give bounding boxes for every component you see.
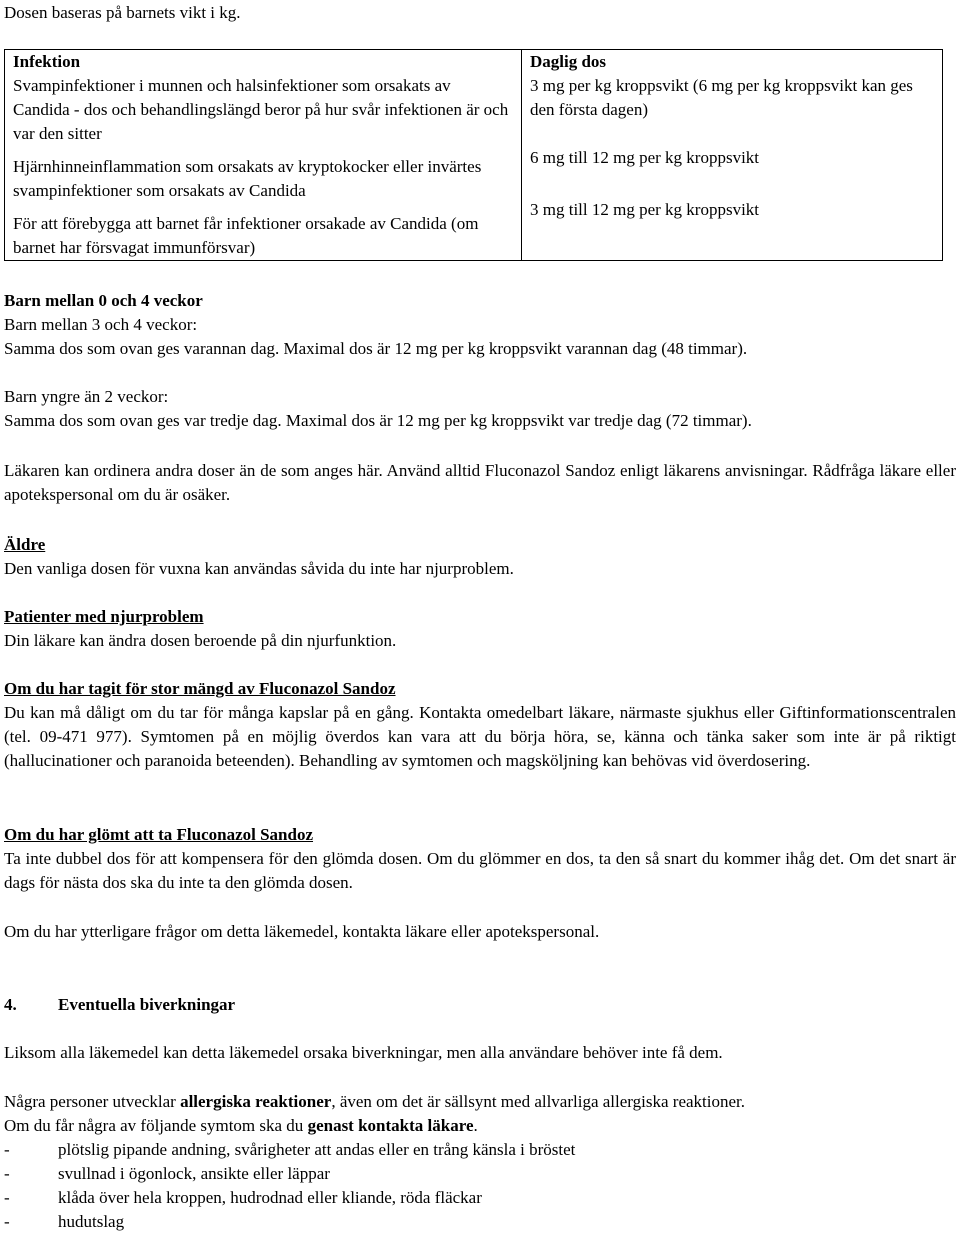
dash-marker: - — [4, 1188, 10, 1207]
questions-text: Om du har ytterligare frågor om detta läkemedel, kontakta läkare eller apotekspersonal. — [4, 922, 600, 941]
kidney-heading: Patienter med njurproblem — [4, 607, 204, 626]
list-item — [4, 1162, 956, 1186]
infection-cell: Svampinfektioner i munnen och halsinfektioner som orsakats av Candida - dos och behandlingslängd beror på hur svår infektionen är och var den sitter — [13, 76, 509, 143]
symptom-list — [4, 1138, 956, 1234]
section4-number: 4. — [4, 995, 17, 1014]
elderly-section — [4, 533, 956, 581]
side-effects-intro: Liksom alla läkemedel kan detta läkemedel orsaka biverkningar, men alla användare behöver inte få dem. — [4, 1043, 723, 1062]
dash-marker: - — [4, 1140, 10, 1159]
symptom-text: plötslig pipande andning, svårigheter att andas eller en trång känsla i bröstet — [58, 1140, 576, 1159]
overdose-text: Du kan må dåligt om du tar för många kapslar på en gång. Kontakta omedelbart läkare, närmaste sjukhus eller Giftinformationscentralen (tel. 09-471 977). Symtomen på en möjlig överdos kan vara att du börja höra, se, känna och tänka saker som inte är på riktigt (hallucinationer och paranoida beteenden). Behandling av symtomen och magsköljning kan behövas vid överdosering. — [4, 703, 956, 770]
infants-group1-label: Barn mellan 3 och 4 veckor: — [4, 315, 198, 334]
symptom-text: hudutslag — [58, 1212, 125, 1231]
infection-cell: För att förebygga att barnet får infektioner orsakade av Candida (om barnet har försvagat immunförsvar) — [13, 214, 479, 257]
infants-section — [4, 289, 956, 361]
dose-cell: 3 mg till 12 mg per kg kroppsvikt — [530, 200, 760, 219]
infants-group2-text: Samma dos som ovan ges var tredje dag. Maximal dos är 12 mg per kg kroppsvikt var tredje dag (72 timmar). — [4, 411, 752, 430]
kidney-section — [4, 605, 956, 653]
allergy-line-2 — [4, 1114, 956, 1138]
symptom-text: svullnad i ögonlock, ansikte eller läppar — [58, 1164, 330, 1183]
allergy-text-1: Några personer utvecklar — [4, 1092, 181, 1111]
dash-marker: - — [4, 1212, 10, 1231]
doctor-note: Läkaren kan ordinera andra doser än de som anges här. Använd alltid Fluconazol Sandoz enligt läkarens anvisningar. Rådfråga läkare eller apotekspersonal om du är osäker. — [4, 461, 956, 504]
table-row — [5, 50, 943, 261]
symptom-text: klåda över hela kroppen, hudrodnad eller kliande, röda fläckar — [58, 1188, 482, 1207]
dash-marker: - — [4, 1164, 10, 1183]
dose-cell: 3 mg per kg kroppsvikt (6 mg per kg kroppsvikt kan ges den första dagen) — [530, 76, 913, 119]
infants-heading: Barn mellan 0 och 4 veckor — [4, 291, 203, 310]
intro-text: Dosen baseras på barnets vikt i kg. — [4, 3, 241, 22]
allergy-bold-2: genast kontakta läkare — [307, 1116, 474, 1135]
kidney-text: Din läkare kan ändra dosen beroende på din njurfunktion. — [4, 631, 397, 650]
list-item — [4, 1210, 956, 1234]
allergy-text-3: Om du får några av följande symtom ska du — [4, 1116, 308, 1135]
forgot-heading: Om du har glömt att ta Fluconazol Sandoz — [4, 825, 314, 844]
allergy-text-2: , även om det är sällsynt med allvarliga allergiska reaktioner. — [331, 1092, 745, 1111]
section4-heading — [4, 993, 956, 1017]
dose-table — [4, 49, 943, 261]
infection-cell: Hjärnhinneinflammation som orsakats av kryptokocker eller invärtes svampinfektioner som orsakats av Candida — [13, 157, 482, 200]
infection-column — [5, 50, 522, 261]
elderly-heading: Äldre — [4, 535, 46, 554]
dose-column — [522, 50, 943, 261]
list-item — [4, 1138, 956, 1162]
infants-group2-label: Barn yngre än 2 veckor: — [4, 387, 169, 406]
allergy-bold-1: allergiska reaktioner — [180, 1092, 332, 1111]
dose-cell: 6 mg till 12 mg per kg kroppsvikt — [530, 148, 760, 167]
section4-title: Eventuella biverkningar — [58, 995, 236, 1014]
overdose-section — [4, 677, 956, 773]
allergy-line-1 — [4, 1090, 956, 1114]
elderly-text: Den vanliga dosen för vuxna kan användas såvida du inte har njurproblem. — [4, 559, 514, 578]
infants-group2 — [4, 385, 956, 433]
dose-header: Daglig dos — [530, 52, 607, 71]
allergy-text-4: . — [473, 1116, 478, 1135]
allergy-paragraph — [4, 1090, 956, 1234]
overdose-heading: Om du har tagit för stor mängd av Fluconazol Sandoz — [4, 679, 396, 698]
forgot-text: Ta inte dubbel dos för att kompensera för den glömda dosen. Om du glömmer en dos, ta den så snart du kommer ihåg det. Om det snart är dags för nästa dos ska du inte ta den glömda dosen. — [4, 849, 956, 892]
forgot-section — [4, 823, 956, 895]
infants-group1-text: Samma dos som ovan ges varannan dag. Maximal dos är 12 mg per kg kroppsvikt varannan dag (48 timmar). — [4, 339, 748, 358]
infection-header: Infektion — [13, 52, 81, 71]
list-item — [4, 1186, 956, 1210]
